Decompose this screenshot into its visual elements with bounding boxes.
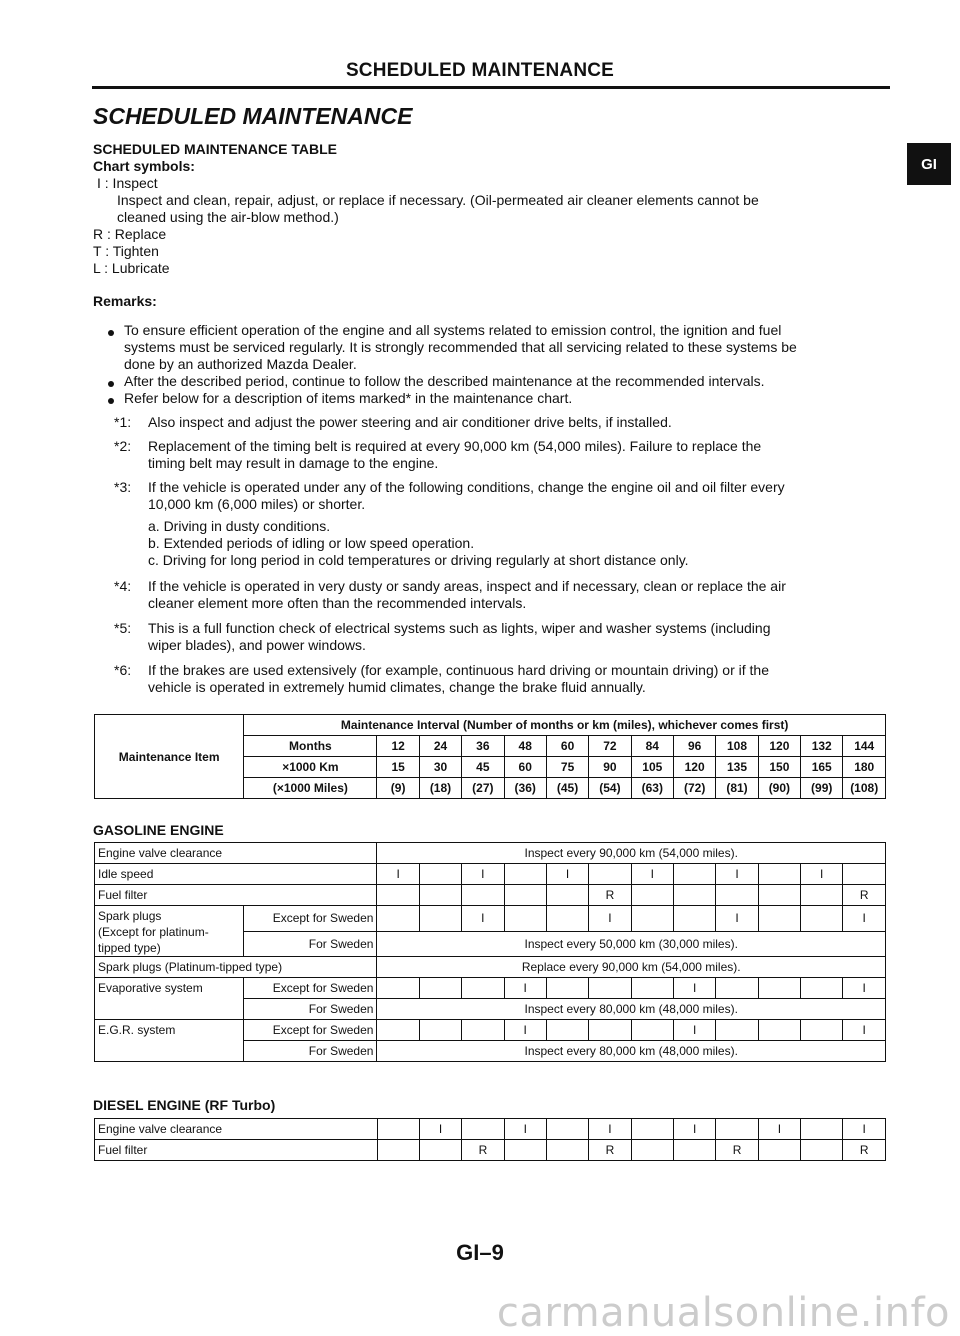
note-key: *3: (114, 479, 132, 495)
interval-km-cell: 45 (462, 757, 504, 778)
note-text: If the brakes are used extensively (for example, continuous hard driving or mountain driving) or if the (148, 662, 769, 678)
note-text: This is a full function check of electrical systems such as lights, wiper and washer systems (including (148, 620, 771, 636)
schedule-cell: I (716, 864, 758, 885)
schedule-cell (419, 978, 461, 999)
condition-for-sweden: For Sweden (244, 999, 377, 1020)
header-title: SCHEDULED MAINTENANCE (345, 60, 615, 81)
interval-km-cell: 90 (589, 757, 631, 778)
schedule-cell (546, 1140, 588, 1161)
interval-months-cell: 96 (673, 736, 715, 757)
interval-km-cell: 105 (631, 757, 673, 778)
schedule-cell: I (546, 864, 588, 885)
item-valve-clearance: Engine valve clearance (95, 1119, 378, 1140)
note-text: wiper blades), and power windows. (148, 637, 366, 653)
interval-header: Maintenance Interval (Number of months or km (miles), whichever comes first) (244, 715, 886, 736)
schedule-note: Replace every 90,000 km (54,000 miles). (377, 957, 886, 978)
interval-miles-cell: (72) (673, 778, 715, 799)
item-egr-system: E.G.R. system (95, 1020, 244, 1062)
schedule-cell (377, 906, 419, 932)
km-label: ×1000 Km (244, 757, 377, 778)
header-rule (92, 86, 890, 89)
item-label-line: Spark plugs (98, 909, 162, 923)
remark-text: Refer below for a description of items marked* in the maintenance chart. (124, 390, 573, 406)
note-key: *4: (114, 578, 132, 594)
schedule-cell (801, 978, 843, 999)
item-platinum-spark-plugs: Spark plugs (Platinum-tipped type) (95, 957, 377, 978)
schedule-cell (716, 1119, 758, 1140)
interval-km-cell: 15 (377, 757, 419, 778)
section-tab[interactable]: GI (907, 143, 951, 185)
schedule-cell: I (673, 978, 715, 999)
schedule-cell (758, 906, 800, 932)
symbol-lubricate: L : Lubricate (93, 260, 170, 276)
note-key: *5: (114, 620, 132, 636)
schedule-cell: I (462, 906, 504, 932)
schedule-cell: I (462, 864, 504, 885)
schedule-cell (419, 1020, 461, 1041)
schedule-note: Inspect every 80,000 km (48,000 miles). (377, 999, 886, 1020)
schedule-cell: I (801, 864, 843, 885)
bullet-dot (108, 398, 114, 404)
interval-miles-cell: (18) (419, 778, 461, 799)
schedule-cell (462, 1119, 504, 1140)
schedule-cell: R (589, 1140, 631, 1161)
schedule-cell: I (589, 1119, 631, 1140)
schedule-cell: R (716, 1140, 758, 1161)
interval-months-cell: 132 (801, 736, 843, 757)
note-text: a. Driving in dusty conditions. (148, 518, 331, 534)
condition-for-sweden: For Sweden (244, 931, 377, 957)
miles-label: (×1000 Miles) (244, 778, 377, 799)
watermark: carmanualsonline.info (496, 1290, 950, 1336)
schedule-cell (801, 1119, 843, 1140)
note-text: timing belt may result in damage to the engine. (148, 455, 439, 471)
note-text: 10,000 km (6,000 miles) or shorter. (148, 496, 366, 512)
item-fuel-filter: Fuel filter (95, 885, 377, 906)
item-spark-plugs (95, 906, 244, 957)
schedule-cell: R (843, 1140, 886, 1161)
schedule-cell: I (631, 864, 673, 885)
schedule-cell (504, 906, 546, 932)
schedule-cell (419, 1140, 461, 1161)
page-number: GI–9 (456, 1240, 504, 1265)
item-evaporative-system: Evaporative system (95, 978, 244, 1020)
condition-for-sweden: For Sweden (244, 1041, 377, 1062)
schedule-cell (758, 1020, 800, 1041)
item-label-line: (Except for platinum- (98, 925, 209, 939)
interval-months-cell: 72 (589, 736, 631, 757)
interval-miles-cell: (45) (546, 778, 588, 799)
note-key: *6: (114, 662, 132, 678)
symbol-inspect-desc: cleaned using the air-blow method.) (117, 209, 339, 225)
symbol-replace: R : Replace (93, 226, 167, 242)
schedule-cell (631, 1020, 673, 1041)
schedule-cell (504, 864, 546, 885)
item-valve-clearance: Engine valve clearance (95, 843, 377, 864)
schedule-cell (673, 885, 715, 906)
bullet-dot (108, 381, 114, 387)
interval-months-cell: 48 (504, 736, 546, 757)
schedule-cell: I (716, 906, 758, 932)
schedule-cell: I (674, 1119, 716, 1140)
schedule-cell (462, 885, 504, 906)
schedule-cell: I (504, 1119, 546, 1140)
schedule-note: Inspect every 80,000 km (48,000 miles). (377, 1041, 886, 1062)
interval-miles-cell: (108) (843, 778, 886, 799)
note-text: vehicle is operated in extremely humid climates, change the brake fluid annually. (148, 679, 646, 695)
schedule-cell (504, 1140, 546, 1161)
schedule-cell (462, 978, 504, 999)
interval-months-cell: 60 (546, 736, 588, 757)
schedule-cell (631, 906, 673, 932)
interval-miles-cell: (99) (801, 778, 843, 799)
schedule-cell (631, 1119, 673, 1140)
condition-except-sweden: Except for Sweden (244, 1020, 377, 1041)
interval-miles-cell: (9) (377, 778, 419, 799)
schedule-cell (801, 1020, 843, 1041)
note-text: If the vehicle is operated under any of the following conditions, change the engine oil and oil filter every (148, 479, 785, 495)
schedule-cell (758, 1140, 800, 1161)
diesel-heading: DIESEL ENGINE (RF Turbo) (93, 1097, 276, 1113)
remark-text: To ensure efficient operation of the engine and all systems related to emission control, the ignition and fuel (124, 322, 782, 338)
schedule-cell: R (462, 1140, 504, 1161)
symbol-tighten: T : Tighten (93, 243, 159, 259)
schedule-cell (716, 885, 758, 906)
schedule-cell (801, 1140, 843, 1161)
item-fuel-filter: Fuel filter (95, 1140, 378, 1161)
interval-months-cell: 12 (377, 736, 419, 757)
interval-km-cell: 30 (419, 757, 461, 778)
schedule-cell: R (589, 885, 631, 906)
symbol-inspect: I : Inspect (97, 175, 158, 191)
schedule-cell: I (589, 906, 631, 932)
note-key: *1: (114, 414, 132, 430)
schedule-cell (589, 864, 631, 885)
schedule-cell (801, 906, 843, 932)
schedule-cell (377, 885, 419, 906)
schedule-cell (462, 1020, 504, 1041)
diesel-table (94, 1118, 886, 1161)
schedule-cell (377, 978, 419, 999)
interval-months-cell: 108 (716, 736, 758, 757)
interval-miles-cell: (63) (631, 778, 673, 799)
item-idle-speed: Idle speed (95, 864, 377, 885)
schedule-cell (546, 1119, 588, 1140)
schedule-cell (631, 978, 673, 999)
note-text: Replacement of the timing belt is required at every 90,000 km (54,000 miles). Failure to replace the (148, 438, 762, 454)
schedule-cell (377, 1119, 419, 1140)
page-title: SCHEDULED MAINTENANCE (93, 103, 413, 129)
interval-table (94, 714, 886, 799)
schedule-cell (589, 978, 631, 999)
schedule-cell: I (843, 1119, 886, 1140)
schedule-cell (419, 864, 461, 885)
remarks-heading: Remarks: (93, 293, 157, 309)
schedule-cell: I (843, 906, 886, 932)
schedule-cell (589, 1020, 631, 1041)
schedule-cell (504, 885, 546, 906)
schedule-cell (673, 906, 715, 932)
gasoline-table (94, 842, 886, 1062)
schedule-cell (716, 1020, 758, 1041)
schedule-cell: I (758, 1119, 800, 1140)
schedule-cell (758, 885, 800, 906)
schedule-cell (377, 1140, 419, 1161)
interval-miles-cell: (36) (504, 778, 546, 799)
note-text: c. Driving for long period in cold temperatures or driving regularly at short distance only. (148, 552, 689, 568)
note-text: b. Extended periods of idling or low speed operation. (148, 535, 475, 551)
condition-except-sweden: Except for Sweden (244, 906, 377, 932)
schedule-cell (758, 864, 800, 885)
interval-miles-cell: (27) (462, 778, 504, 799)
schedule-cell (631, 1140, 673, 1161)
condition-except-sweden: Except for Sweden (244, 978, 377, 999)
gasoline-heading: GASOLINE ENGINE (93, 822, 224, 838)
interval-months-cell: 144 (843, 736, 886, 757)
maintenance-item-header: Maintenance Item (95, 715, 244, 799)
note-text: Also inspect and adjust the power steering and air conditioner drive belts, if installed. (148, 414, 672, 430)
schedule-cell (546, 1020, 588, 1041)
months-label: Months (244, 736, 377, 757)
interval-km-cell: 135 (716, 757, 758, 778)
schedule-cell: I (504, 1020, 546, 1041)
note-text: cleaner element more often than the recommended intervals. (148, 595, 527, 611)
item-label-line: tipped type) (98, 941, 161, 955)
interval-months-cell: 24 (419, 736, 461, 757)
schedule-cell: I (843, 978, 886, 999)
schedule-cell (801, 885, 843, 906)
interval-km-cell: 60 (504, 757, 546, 778)
schedule-cell (546, 978, 588, 999)
schedule-cell: I (843, 1020, 886, 1041)
schedule-note: Inspect every 50,000 km (30,000 miles). (377, 931, 886, 957)
interval-months-cell: 120 (758, 736, 800, 757)
table-title: SCHEDULED MAINTENANCE TABLE (93, 141, 337, 157)
remark-text: done by an authorized Mazda Dealer. (124, 356, 357, 372)
schedule-cell: I (377, 864, 419, 885)
schedule-cell: I (673, 1020, 715, 1041)
schedule-cell (843, 864, 886, 885)
schedule-cell (419, 906, 461, 932)
schedule-cell (716, 978, 758, 999)
remark-text: systems must be serviced regularly. It is strongly recommended that all servicing related to these systems be (124, 339, 797, 355)
interval-km-cell: 165 (801, 757, 843, 778)
schedule-cell (758, 978, 800, 999)
interval-miles-cell: (81) (716, 778, 758, 799)
schedule-cell (377, 1020, 419, 1041)
interval-km-cell: 150 (758, 757, 800, 778)
schedule-cell (631, 885, 673, 906)
schedule-cell (419, 885, 461, 906)
interval-km-cell: 180 (843, 757, 886, 778)
note-text: If the vehicle is operated in very dusty or sandy areas, inspect and if necessary, clean or replace the air (148, 578, 786, 594)
interval-miles-cell: (90) (758, 778, 800, 799)
schedule-cell (674, 1140, 716, 1161)
schedule-cell: I (504, 978, 546, 999)
bullet-dot (108, 330, 114, 336)
symbols-heading: Chart symbols: (93, 158, 195, 174)
interval-miles-cell: (54) (589, 778, 631, 799)
interval-months-cell: 84 (631, 736, 673, 757)
interval-km-cell: 75 (546, 757, 588, 778)
schedule-note: Inspect every 90,000 km (54,000 miles). (377, 843, 886, 864)
remark-text: After the described period, continue to follow the described maintenance at the recommended intervals. (124, 373, 765, 389)
interval-months-cell: 36 (462, 736, 504, 757)
schedule-cell (546, 885, 588, 906)
symbol-inspect-desc: Inspect and clean, repair, adjust, or replace if necessary. (Oil-permeated air cleaner elements cannot be (117, 192, 759, 208)
schedule-cell: I (419, 1119, 461, 1140)
note-key: *2: (114, 438, 132, 454)
schedule-cell (673, 864, 715, 885)
schedule-cell: R (843, 885, 886, 906)
schedule-cell (546, 906, 588, 932)
interval-km-cell: 120 (673, 757, 715, 778)
